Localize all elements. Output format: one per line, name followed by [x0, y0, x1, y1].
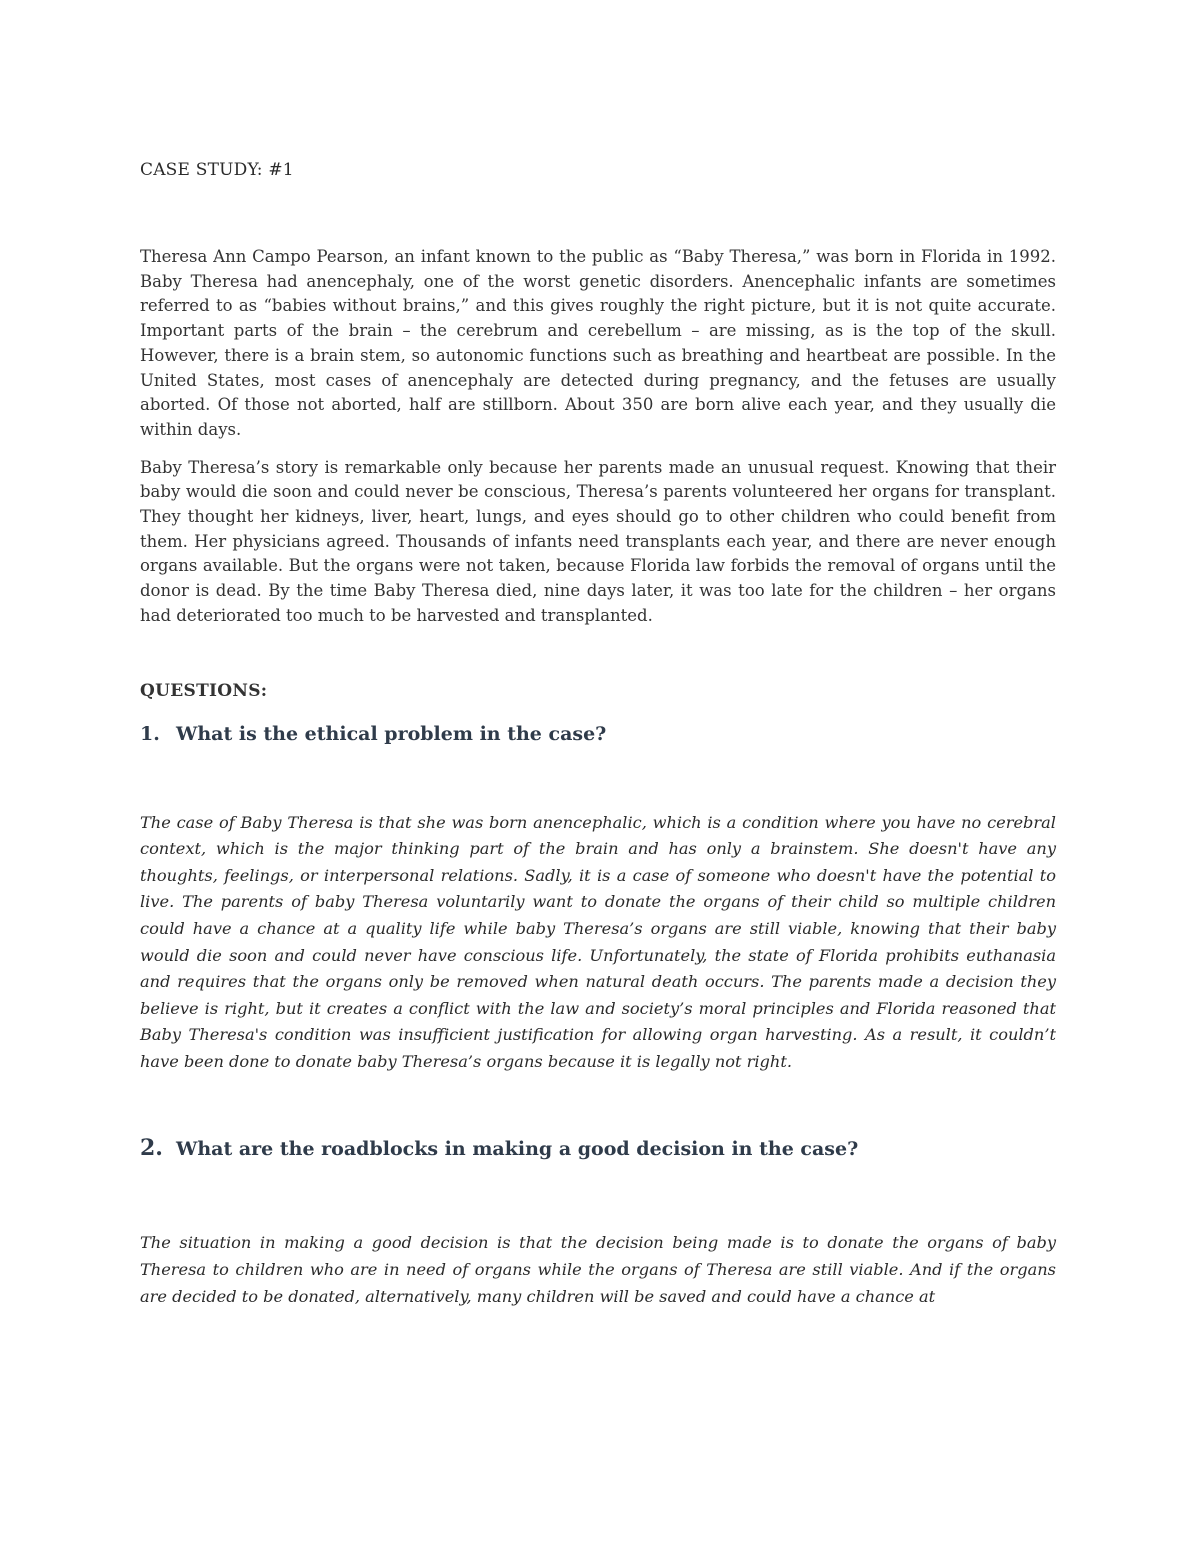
question-number: 1. [140, 722, 160, 745]
answer-1: The case of Baby Theresa is that she was born anencephalic, which is a condition where you have no cerebral context, which is the major thinking part of the brain and has only a brainstem. She doesn't have any thoughts, feelings, or interpersonal relations. Sadly, it is a case of someone who doesn't have the potential to live. The parents of baby Theresa voluntarily want to donate the organs of their child so multiple children could have a chance at a quality life while baby Theresa’s organs are still viable, knowing that their baby would die soon and could never have conscious life. Unfortunately, the state of Florida prohibits euthanasia and requires that the organs only be removed when natural death occurs. The parents made a decision they believe is right, but it creates a conflict with the law and society’s moral principles and Florida reasoned that Baby Theresa's condition was insufficient justification for allowing organ harvesting. As a result, it couldn’t have been done to donate baby Theresa’s organs because it is legally not right. [140, 812, 1056, 1071]
question-1 [140, 723, 1056, 745]
case-study-title: CASE STUDY: #1 [140, 160, 294, 180]
case-paragraph: Theresa Ann Campo Pearson, an infant known to the public as “Baby Theresa,” was born in Florida in 1992. Baby Theresa had anencephaly, one of the worst genetic disorders. Anencephalic infants are sometimes referred to as “babies without brains,” and this gives roughly the right picture, but it is not quite accurate. Important parts of the brain – the cerebrum and cerebellum – are missing, as is the top of the skull. However, there is a brain stem, so autonomic functions such as breathing and heartbeat are possible. In the United States, most cases of anencephaly are detected during pregnancy, and the fetuses are usually aborted. Of those not aborted, half are stillborn. About 350 are born alive each year, and they usually die within days. [140, 247, 1056, 439]
question-text: What is the ethical problem in the case? [176, 722, 607, 745]
answer-2: The situation in making a good decision is that the decision being made is to donate the organs of baby Theresa to children who are in need of organs while the organs of Theresa are still viable. And if the organs are decided to be donated, alternatively, many children will be saved and could have a chance at [140, 1233, 1056, 1306]
question-2 [140, 1135, 1056, 1161]
question-number: 2. [140, 1135, 163, 1162]
questions-heading: QUESTIONS: [140, 680, 268, 701]
case-paragraph: Baby Theresa’s story is remarkable only because her parents made an unusual request. Knowing that their baby would die soon and could never be conscious, Theresa’s parents volunteered her organs for transplant. They thought her kidneys, liver, heart, lungs, and eyes should go to other children who could benefit from them. Her physicians agreed. Thousands of infants need transplants each year, and there are never enough organs available. But the organs were not taken, because Florida law forbids the removal of organs until the donor is dead. By the time Baby Theresa died, nine days later, it was too late for the children – her organs had deteriorated too much to be harvested and transplanted. [140, 457, 1056, 625]
question-text: What are the roadblocks in making a good decision in the case? [176, 1138, 859, 1161]
document-content [140, 160, 1056, 1310]
